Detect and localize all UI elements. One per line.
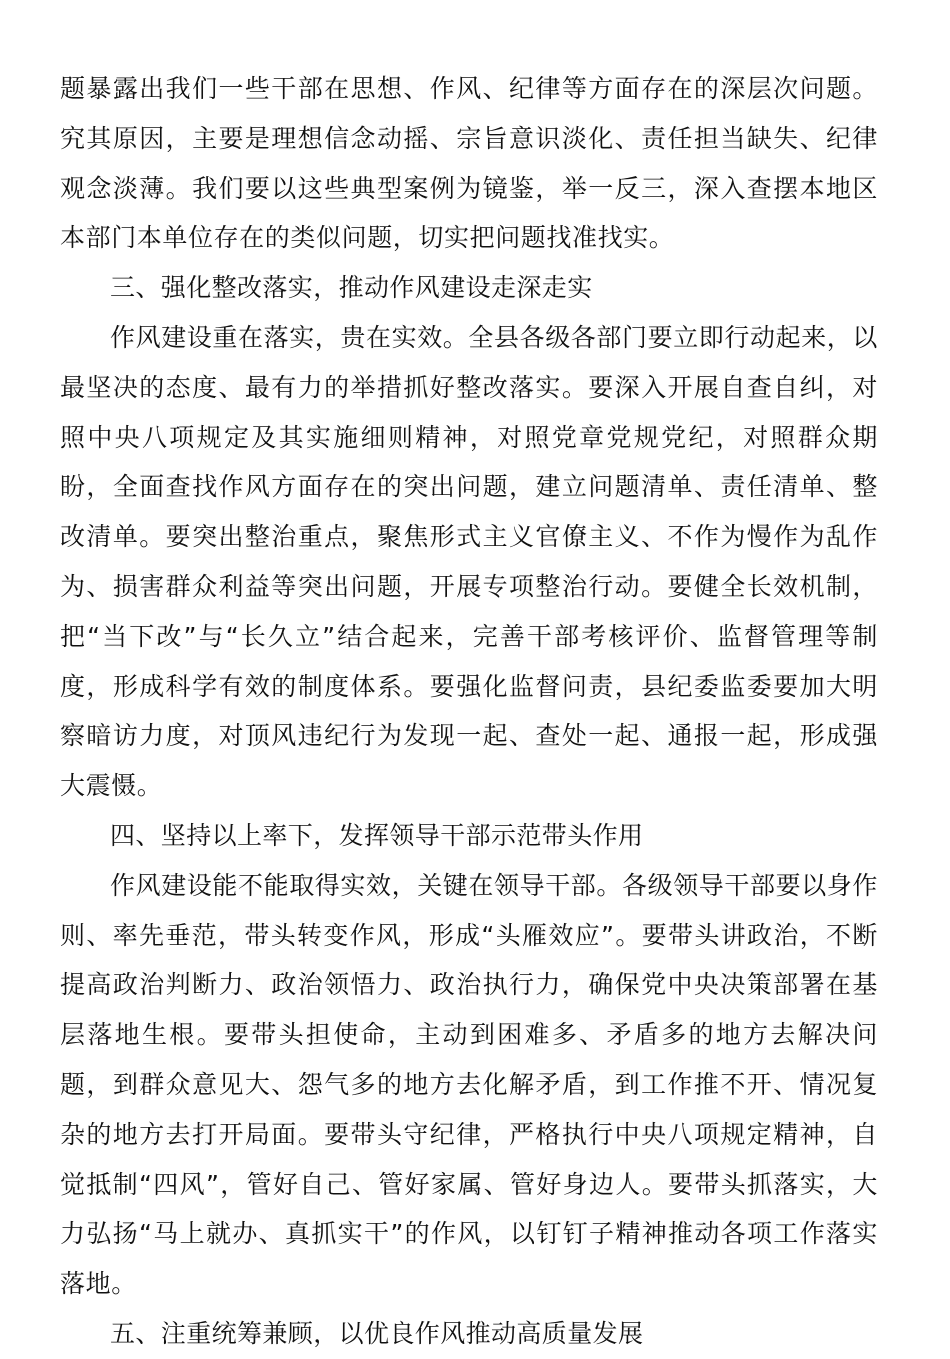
section-heading-four: 四、坚持以上率下，发挥领导干部示范带头作用 <box>110 820 644 850</box>
document-body <box>60 64 878 1359</box>
section-heading-three: 三、强化整改落实，推动作风建设走深走实 <box>110 273 593 303</box>
section-heading-five: 五、注重统筹兼顾，以优良作风推动高质量发展 <box>110 1318 644 1348</box>
paragraph-continued: 题暴露出我们一些干部在思想、作风、纪律等方面存在的深层次问题。究其原因，主要是理想信念动摇、宗旨意识淡化、责任担当缺失、纪律观念淡薄。我们要以这些典型案例为镜鉴，举一反三，深入查摆本地区本部门本单位存在的类似问题，切实把问题找准找实。 <box>60 74 878 253</box>
paragraph-section-four: 作风建设能不能取得实效，关键在领导干部。各级领导干部要以身作则、率先垂范，带头转变作风，形成“头雁效应”。要带头讲政治，不断提高政治判断力、政治领悟力、政治执行力，确保党中央决策部署在基层落地生根。要带头担使命，主动到困难多、矛盾多的地方去解决问题，到群众意见大、怨气多的地方去化解矛盾，到工作推不开、情况复杂的地方去打开局面。要带头守纪律，严格执行中央八项规定精神，自觉抵制“四风”，管好自己、管好家属、管好身边人。要带头抓落实，大力弘扬“马上就办、真抓实干”的作风，以钉钉子精神推动各项工作落实落地。 <box>60 870 879 1299</box>
paragraph-section-three: 作风建设重在落实，贵在实效。全县各级各部门要立即行动起来，以最坚决的态度、最有力的举措抓好整改落实。要深入开展自查自纠，对照中央八项规定及其实施细则精神，对照党章党规党纪，对照群众期盼，全面查找作风方面存在的突出问题，建立问题清单、责任清单、整改清单。要突出整治重点，聚焦形式主义官僚主义、不作为慢作为乱作为、损害群众利益等突出问题，开展专项整治行动。要健全长效机制，把“当下改”与“长久立”结合起来，完善干部考核评价、监督管理等制度，形成科学有效的制度体系。要强化监督问责，县纪委监委要加大明察暗访力度，对顶风违纪行为发现一起、查处一起、通报一起，形成强大震慑。 <box>60 322 879 801</box>
